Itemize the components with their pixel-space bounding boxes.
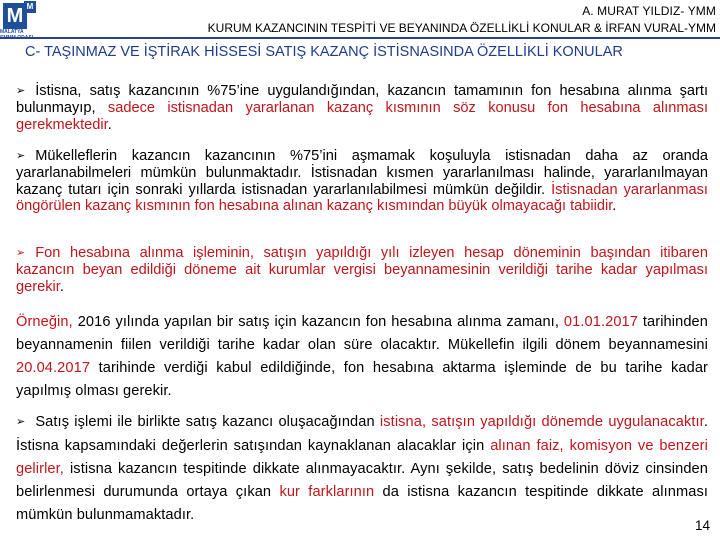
paragraph-3 — [16, 245, 708, 295]
arrow-right-icon: ➢ — [16, 85, 26, 97]
paragraph-4 — [16, 311, 708, 403]
section-subtitle: C- TAŞINMAZ VE İŞTİRAK HİSSESİ SATIŞ KAZANÇ İSTİSNASINDA ÖZELLİKLİ KONULAR — [25, 44, 623, 60]
paragraph-text: Satış işlemi ile birlikte satış kazancı oluşacağından — [35, 414, 380, 430]
paragraph-text: tarihinde verdiği kabul edildiğinde, fon hesabına aktarma işleminde de bu tarihe kadar yapılmış olması gerekir. — [16, 360, 708, 399]
logo-superscript: M — [24, 1, 36, 13]
highlight-text: kur farklarının — [279, 484, 375, 500]
paragraph-text: tarihinden beyannamenin fiilen verildiği tarihe kadar olan süre olacaktır. Mükellefin ilgili dönem beyannamesini — [16, 314, 708, 353]
highlight-text: sadece istisnadan yararlanan kazanç kısmının söz konusu fon hesabına alınması gerekmektedir — [16, 100, 708, 133]
highlight-text: Fon hesabına alınma işleminin, satışın yapıldığı yılı izleyen hesap döneminin başından itibaren kazancın beyan edildiği döneme ait kurumlar vergisi beyannamesinin verildiği tarihe kadar yapılması gerekir — [16, 245, 708, 295]
paragraph-text: . İstisna kapsamındaki değerlerin satışından kaynaklanan alacaklar için — [16, 414, 708, 454]
arrow-right-icon: ➢ — [16, 247, 26, 259]
arrow-right-icon: ➢ — [16, 416, 26, 428]
paragraph-text: . — [107, 116, 112, 133]
highlight-text: İstisnadan yararlanması öngörülen kazanç kısmının fon hesabına alınan kazanç kısmından büyük olmayacağı tabiidir — [16, 181, 708, 215]
highlight-text: Örneğin, — [16, 314, 73, 330]
paragraph-text: . — [612, 198, 617, 215]
paragraph-2 — [16, 148, 708, 215]
highlight-date: 20.04.2017 — [16, 360, 91, 376]
paragraph-text: İstisna, satış kazancının %75’ine uygulandığından, kazancın tamamının fon hesabına alınma şartı bulunmayıp, — [16, 83, 708, 117]
header-title: KURUM KAZANCININ TESPİTİ VE BEYANINDA ÖZELLİKLİ KONULAR & İRFAN VURAL-YMM — [207, 21, 716, 35]
paragraph-text: . — [59, 278, 64, 295]
page-number: 14 — [694, 518, 710, 533]
paragraph-text: istisna kazancın tespitinde dikkate alınmayacaktır. Aynı şekilde, satış bedelinin döviz cinsinden belirlenmesi durumunda ortaya çıkan — [16, 461, 708, 500]
paragraph-text: Mükelleflerin kazancın kazancının %75’ini aşmamak koşuluyla istisnadan daha az oranda yararlanabilmeleri mümkün bulunmaktadır. İstisnadan kısmen yararlanılması halinde, yararlanılmayan kazanç tutarı için sonraki yıllarda istisnadan yararlanılabilmesi mümkün değildir. — [16, 148, 708, 198]
highlight-text: istisna, satışın yapıldığı dönemde uygulanacaktır — [379, 414, 704, 430]
paragraph-text: 2016 yılında yapılan bir satış için kazancın fon hesabına alınma zamanı, — [72, 314, 564, 330]
arrow-right-icon: ➢ — [16, 150, 26, 162]
header-author: A. MURAT YILDIZ- YMM — [582, 4, 716, 18]
highlight-text: alınan faiz, komisyon ve benzeri gelirler, — [16, 438, 708, 477]
paragraph-text: da istisna kazancın tespitinde dikkate alınması mümkün bulunmamaktadır. — [16, 484, 708, 523]
paragraph-5 — [16, 411, 708, 527]
logo-caption: MALATYA — [0, 29, 24, 35]
logo-mark — [3, 2, 34, 29]
highlight-date: 01.01.2017 — [563, 314, 638, 330]
header-divider — [0, 37, 720, 39]
logo-letter: M — [6, 5, 24, 27]
paragraph-1 — [16, 83, 708, 133]
